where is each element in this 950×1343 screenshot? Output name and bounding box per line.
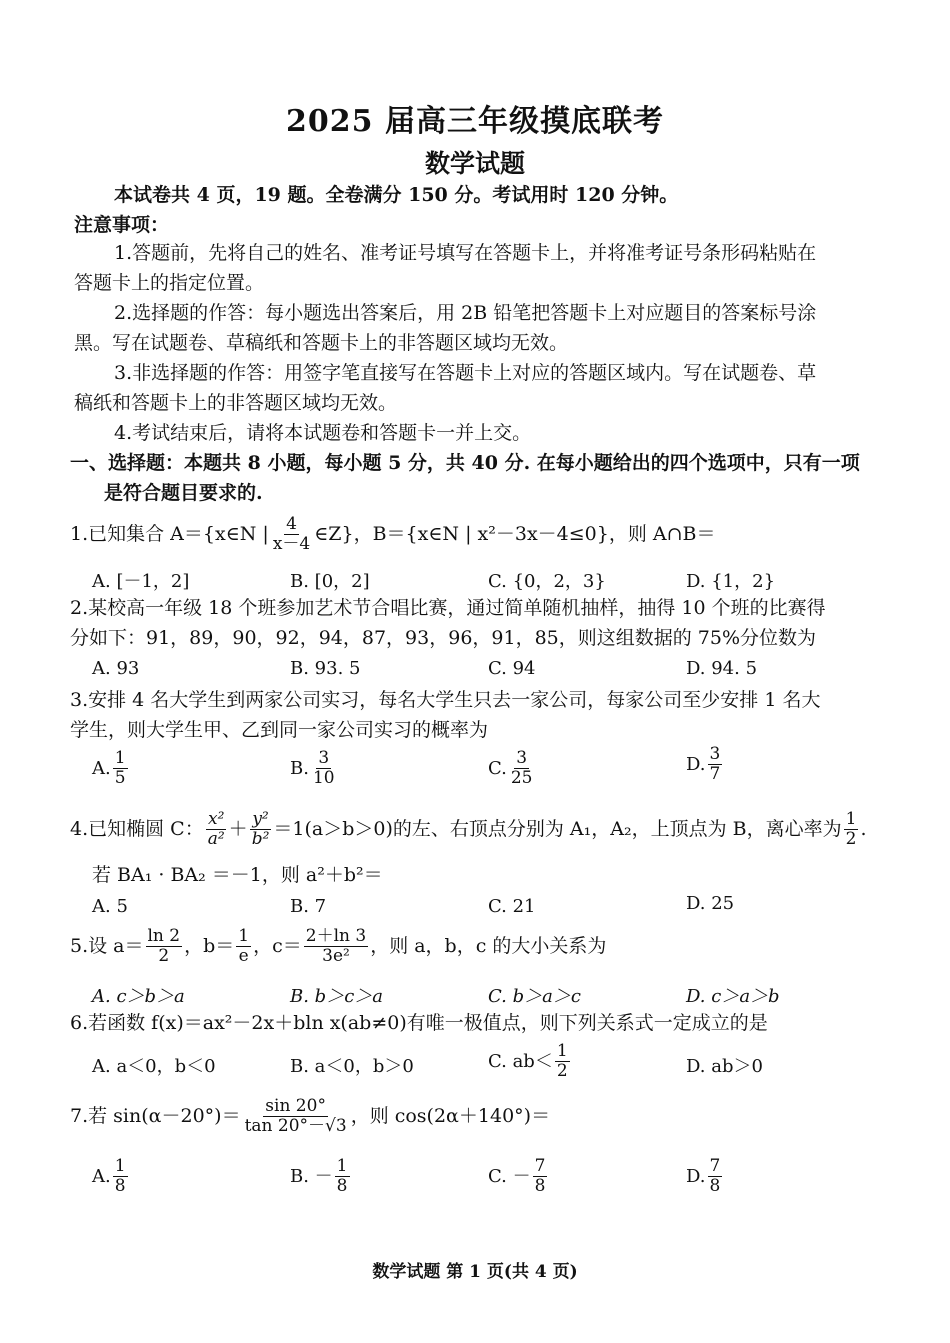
q4-option-d[interactable]: D. 25 <box>686 893 735 914</box>
q1-option-d[interactable]: D. {1，2} <box>686 571 776 592</box>
q1-post: ∈Z}，B＝{x∈N | x²－3x－4≤0}，则 A∩B＝ <box>314 522 716 545</box>
page-footer: 数学试题 第 1 页(共 4 页) <box>372 1262 578 1282</box>
question-7-stem: 7.若 sin(α－20°)＝ $\frac{\sin 20^\circ}{\tan 20^\circ-√3}$ ，则 cos(2α＋140°)＝ <box>70 1096 551 1136</box>
section1-heading-b: 是符合题目要求的. <box>104 482 263 504</box>
q1-option-b[interactable]: B. [0，2] <box>290 571 370 592</box>
question-5-stem: 5.设 a＝ $\frac{\ln 2}{2}$ ，b＝ $\frac{1}{e}$ ，c＝ $\frac{2+\ln 3}{\text{3e²}}$ ，则 a，b，c 的大小关系为 <box>70 926 607 966</box>
section1-heading-a: 一、选择题：本题共 8 小题，每小题 5 分，共 40 分. 在每小题给出的四个选项中，只有一项 <box>70 452 860 474</box>
question-4-stem-b: 若 BA₁ · BA₂ ＝－1，则 a²＋b²＝ <box>92 864 383 886</box>
q4-option-c[interactable]: C. 21 <box>488 896 536 917</box>
q5-option-d[interactable]: D. c＞a＞b <box>686 986 780 1007</box>
q2-option-c[interactable]: C. 94 <box>488 658 536 679</box>
q7-option-c[interactable]: C. － $\frac{7}{8}$ <box>488 1156 546 1196</box>
exam-subtitle: 数学试题 <box>424 149 525 178</box>
notice-1b: 答题卡上的指定位置。 <box>74 272 265 294</box>
notice-2a: 2.选择题的作答：每小题选出答案后，用 2B 铅笔把答题卡上对应题目的答案标号涂 <box>114 302 817 324</box>
notice-2b: 黑。写在试题卷、草稿纸和答题卡上的非答题区域均无效。 <box>74 332 569 354</box>
q5-option-a[interactable]: A. c＞b＞a <box>92 986 185 1007</box>
q3-option-a[interactable]: A. $\frac{1}{5}$ <box>92 748 126 788</box>
notice-heading: 注意事项： <box>74 214 170 236</box>
q6-option-d[interactable]: D. ab＞0 <box>686 1056 763 1077</box>
q6-option-a[interactable]: A. a＜0，b＜0 <box>92 1056 216 1077</box>
notice-1a: 1.答题前，先将自己的姓名、准考证号填写在答题卡上，并将准考证号条形码粘贴在 <box>114 242 817 264</box>
q3-option-c[interactable]: C. $\frac{3}{25}$ <box>488 748 533 788</box>
q7-option-a[interactable]: A. $\frac{1}{8}$ <box>92 1156 126 1196</box>
question-4-stem-a: 4.已知椭圆 C： $\frac{\text{x²}}{\text{a²}}$ ＋ $\frac{\text{y²}}{\text{b²}}$ ＝1(a＞b＞0)的左、右顶点分别为 A₁，A₂，上顶点为 B，离心率为 $\frac{1}{2}$ . <box>70 809 867 849</box>
q2-option-d[interactable]: D. 94. 5 <box>686 658 758 679</box>
q1-pre: 1.已知集合 A＝{x∈N | <box>70 522 269 545</box>
q7-option-d[interactable]: D. $\frac{7}{8}$ <box>686 1156 721 1196</box>
q1-option-c[interactable]: C. {0，2，3} <box>488 571 606 592</box>
q1-option-a[interactable]: A. [－1，2] <box>92 571 190 592</box>
q5-option-b[interactable]: B. b＞c＞a <box>290 986 384 1007</box>
q1-fraction: $\frac{4}{x-4}$ <box>272 514 311 554</box>
notice-3b: 稿纸和答题卡上的非答题区域均无效。 <box>74 392 398 414</box>
q6-option-c[interactable]: C. ab＜ $\frac{1}{2}$ <box>488 1041 568 1081</box>
q5-option-c[interactable]: C. b＞a＞c <box>488 986 581 1007</box>
question-1-stem <box>70 516 716 554</box>
question-6-stem: 6.若函数 f(x)＝ax²－2x＋bln x(ab≠0)有唯一极值点，则下列关系式一定成立的是 <box>70 1012 768 1034</box>
question-2-stem-a: 2.某校高一年级 18 个班参加艺术节合唱比赛，通过简单随机抽样，抽得 10 个班的比赛得 <box>70 597 826 619</box>
notice-4: 4.考试结束后，请将本试题卷和答题卡一并上交。 <box>114 422 532 444</box>
question-3-stem-a: 3.安排 4 名大学生到两家公司实习，每名大学生只去一家公司，每家公司至少安排 1 名大 <box>70 689 821 711</box>
q2-option-a[interactable]: A. 93 <box>92 658 140 679</box>
q2-option-b[interactable]: B. 93. 5 <box>290 658 361 679</box>
exam-info: 本试卷共 4 页，19 题。全卷满分 150 分。考试用时 120 分钟。 <box>114 184 679 206</box>
q4-option-a[interactable]: A. 5 <box>92 896 128 917</box>
exam-title: 2025 届高三年级摸底联考 <box>286 104 664 139</box>
question-2-stem-b: 分如下：91，89，90，92，94，87，93，96，91，85，则这组数据的 75%分位数为 <box>70 627 817 649</box>
question-3-stem-b: 学生，则大学生甲、乙到同一家公司实习的概率为 <box>70 719 489 741</box>
q3-option-d[interactable]: D. $\frac{3}{7}$ <box>686 744 721 784</box>
notice-3a: 3.非选择题的作答：用签字笔直接写在答题卡上对应的答题区域内。写在试题卷、草 <box>114 362 817 384</box>
q4-option-b[interactable]: B. 7 <box>290 896 327 917</box>
q6-option-b[interactable]: B. a＜0，b＞0 <box>290 1056 414 1077</box>
q3-option-b[interactable]: B. $\frac{3}{10}$ <box>290 748 335 788</box>
q7-option-b[interactable]: B. － $\frac{1}{8}$ <box>290 1156 348 1196</box>
